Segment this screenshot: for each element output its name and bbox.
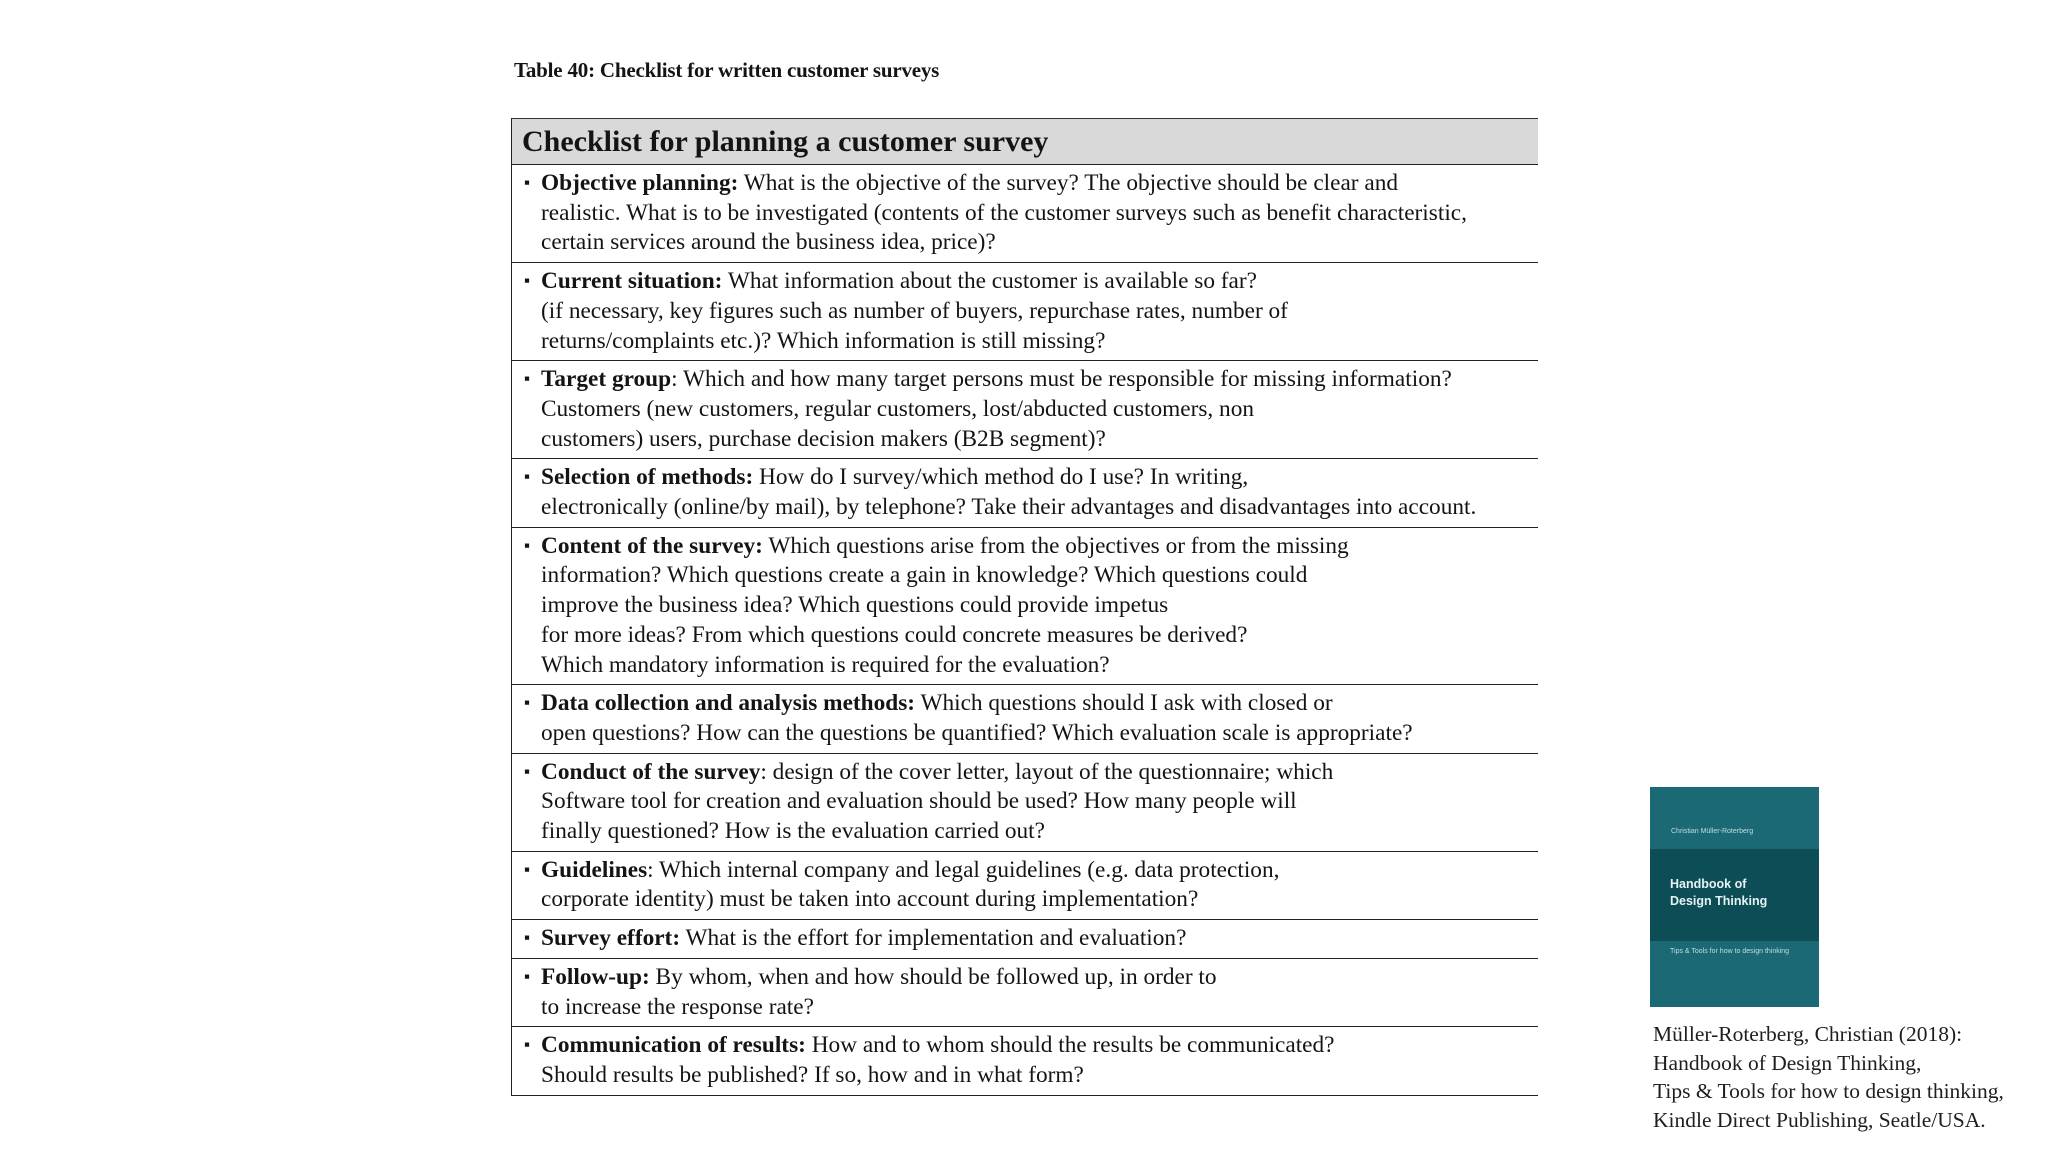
bullet-icon: ▪ xyxy=(524,928,531,948)
checklist-item-text: : Which and how many target persons must be responsible for missing information? xyxy=(671,366,1452,393)
checklist-item xyxy=(512,920,1539,959)
checklist-item-term: Survey effort: xyxy=(541,925,681,952)
checklist-item-line xyxy=(541,463,1532,493)
checklist-item-line xyxy=(541,169,1532,199)
checklist-item-text: How do I survey/which method do I use? In writing, xyxy=(753,464,1249,491)
checklist-header: Checklist for planning a customer survey xyxy=(512,119,1539,165)
checklist-item xyxy=(512,958,1539,1026)
checklist-row xyxy=(512,958,1539,1026)
checklist-item-text: Which questions arise from the objectives or from the missing xyxy=(762,532,1349,559)
checklist-item-text: By whom, when and how should be followed up, in order to xyxy=(649,963,1217,990)
bullet-icon: ▪ xyxy=(524,761,531,781)
checklist-item xyxy=(512,685,1539,753)
bullet-icon: ▪ xyxy=(524,966,531,986)
checklist-item-line: certain services around the business idea, price)? xyxy=(541,229,996,256)
checklist-item xyxy=(512,753,1539,851)
checklist-item-line xyxy=(541,267,1532,297)
checklist-item-line xyxy=(541,963,1532,993)
checklist-item-line: corporate identity) must be taken into account during implementation? xyxy=(541,886,1199,913)
bullet-icon: ▪ xyxy=(524,859,531,879)
checklist-item-line: information? Which questions create a gain in knowledge? Which questions could xyxy=(541,562,1308,589)
checklist-item-line xyxy=(541,689,1532,719)
book-cover-image xyxy=(1650,787,1819,1007)
bullet-icon: ▪ xyxy=(524,271,531,291)
checklist-item-text: What is the effort for implementation and evaluation? xyxy=(680,925,1187,952)
checklist-item-line xyxy=(541,758,1532,788)
checklist-row xyxy=(512,263,1539,361)
bullet-icon: ▪ xyxy=(524,535,531,555)
checklist-item-line: Customers (new customers, regular customers, lost/abducted customers, non xyxy=(541,395,1254,422)
checklist-table xyxy=(511,118,1538,1096)
checklist-item-line: returns/complaints etc.)? Which information is still missing? xyxy=(541,327,1106,354)
checklist-item-term: Current situation: xyxy=(541,268,723,295)
checklist-item-line: customers) users, purchase decision makers (B2B segment)? xyxy=(541,425,1106,452)
checklist-row xyxy=(512,1027,1539,1095)
checklist-item-term: Conduct of the survey xyxy=(541,758,761,785)
checklist-item-line: to increase the response rate? xyxy=(541,993,814,1020)
checklist-item-term: Objective planning: xyxy=(541,170,739,196)
checklist-row xyxy=(512,685,1539,753)
checklist-item-term: Guidelines xyxy=(541,856,648,883)
checklist-row xyxy=(512,920,1539,959)
reference-line: Kindle Direct Publishing, Seatle/USA. xyxy=(1653,1107,1986,1132)
checklist-item-line xyxy=(541,924,1532,954)
checklist-item-term: Selection of methods: xyxy=(541,464,754,491)
checklist-item-line: Which mandatory information is required for the evaluation? xyxy=(541,651,1110,678)
checklist-item-line: realistic. What is to be investigated (contents of the customer surveys such as benefit characteristic, xyxy=(541,199,1467,226)
checklist-item xyxy=(512,459,1539,527)
checklist-item-text: How and to whom should the results be communicated? xyxy=(805,1032,1335,1059)
checklist-row xyxy=(512,851,1539,919)
checklist-body xyxy=(512,165,1539,1096)
checklist-item xyxy=(512,165,1539,263)
checklist-item-line: open questions? How can the questions be quantified? Which evaluation scale is appropriate? xyxy=(541,719,1413,746)
bullet-icon: ▪ xyxy=(524,173,531,192)
checklist-row xyxy=(512,527,1539,685)
checklist-row xyxy=(512,753,1539,851)
checklist-item-term: Follow-up: xyxy=(541,963,650,990)
checklist-item-line: Should results be published? If so, how and in what form? xyxy=(541,1061,1084,1088)
book-cover-subtitle: Tips & Tools for how to design thinking xyxy=(1670,948,1790,955)
checklist-item-line xyxy=(541,856,1532,886)
checklist-item-line: (if necessary, key figures such as number of buyers, repurchase rates, number of xyxy=(541,297,1288,324)
checklist-item-text: : Which internal company and legal guidelines (e.g. data protection, xyxy=(647,856,1280,883)
checklist-item-line: for more ideas? From which questions could concrete measures be derived? xyxy=(541,621,1248,648)
checklist-item-text: : design of the cover letter, layout of the questionnaire; which xyxy=(760,758,1334,785)
checklist-item xyxy=(512,527,1539,685)
checklist-item xyxy=(512,263,1539,361)
checklist-item-line: improve the business idea? Which questions could provide impetus xyxy=(541,592,1169,619)
book-cover-title-line: Handbook of xyxy=(1670,877,1747,891)
checklist-row xyxy=(512,459,1539,527)
book-cover-title-line: Design Thinking xyxy=(1670,894,1768,908)
checklist-item xyxy=(512,361,1539,459)
book-cover-title xyxy=(1670,876,1810,910)
checklist-item-text: Which questions should I ask with closed or xyxy=(915,690,1333,717)
checklist-item-line: electronically (online/by mail), by telephone? Take their advantages and disadvantages into account. xyxy=(541,494,1477,521)
bullet-icon: ▪ xyxy=(524,693,531,713)
checklist-item-line xyxy=(541,532,1532,562)
checklist-item xyxy=(512,851,1539,919)
table-caption: Table 40: Checklist for written customer surveys xyxy=(514,58,940,82)
reference-citation xyxy=(1653,1020,2004,1134)
checklist-item-term: Data collection and analysis methods: xyxy=(541,690,916,717)
reference-line: Tips & Tools for how to design thinking, xyxy=(1653,1079,2004,1103)
checklist-item-line: Software tool for creation and evaluation should be used? How many people will xyxy=(541,788,1297,815)
checklist-item-text: What is the objective of the survey? The objective should be clear and xyxy=(738,170,1399,196)
checklist-item-line xyxy=(541,1031,1532,1061)
bullet-icon: ▪ xyxy=(524,1035,531,1055)
checklist-item-term: Target group xyxy=(541,366,672,393)
checklist-row xyxy=(512,361,1539,459)
checklist-item xyxy=(512,1027,1539,1095)
checklist-row xyxy=(512,165,1539,263)
book-cover-author: Christian Müller-Roterberg xyxy=(1671,828,1754,835)
reference-line: Handbook of Design Thinking, xyxy=(1653,1050,1922,1075)
checklist-item-term: Communication of results: xyxy=(541,1032,806,1059)
checklist-item-text: What information about the customer is available so far? xyxy=(722,268,1257,295)
checklist-item-line xyxy=(541,365,1532,395)
bullet-icon: ▪ xyxy=(524,369,531,389)
reference-line: Müller-Roterberg, Christian (2018): xyxy=(1653,1022,1963,1046)
checklist-item-line: finally questioned? How is the evaluation carried out? xyxy=(541,818,1045,845)
bullet-icon: ▪ xyxy=(524,467,531,487)
checklist-item-term: Content of the survey: xyxy=(541,532,763,559)
